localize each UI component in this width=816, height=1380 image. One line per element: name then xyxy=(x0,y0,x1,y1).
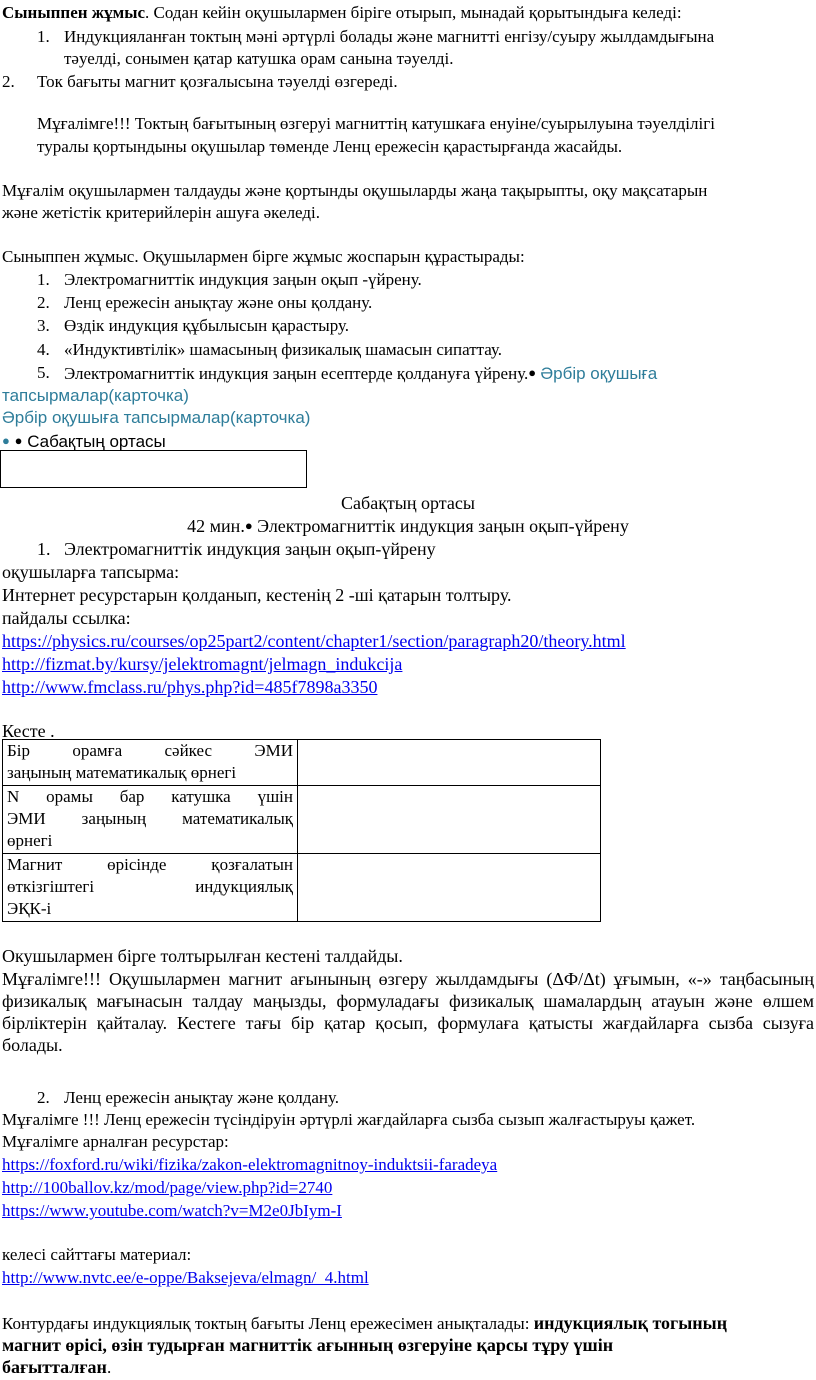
empty-frame xyxy=(0,450,307,488)
plan-item-3: Өздік индукция құбылысын қарастыру. xyxy=(64,316,350,335)
bullet-icon: ● xyxy=(244,518,253,533)
rule-bold-2: магнит өрісі, өзін тудырған магниттік ағынның өзгеруіне қарсы тұру үшін xyxy=(2,1335,614,1355)
bullet-icon: ● xyxy=(2,433,10,448)
middle-item-number: 1. xyxy=(37,539,51,559)
middle-time: 42 мин. xyxy=(187,516,245,536)
plan-heading: Сыныппен жұмыс. Оқушылармен бірге жұмыс жоспарын құрастырады: xyxy=(2,247,525,266)
rule-bold-3: бағытталған xyxy=(2,1357,107,1377)
table-row xyxy=(3,786,601,854)
rule-line3 xyxy=(2,1356,111,1379)
link-fizmat-by[interactable]: http://fizmat.by/kursy/jelektromagnt/jelmagn_indukcija xyxy=(2,654,403,674)
table-cell-answer[interactable] xyxy=(298,854,601,922)
bullet-icon: ● xyxy=(528,365,537,380)
teacher-note-line2: туралы қортындыны оқушылар төменде Ленц ережесін қарастырғанда жасайды. xyxy=(37,137,623,156)
table-cell-line: Магнит өрісінде қозғалатын xyxy=(7,855,293,874)
table-row xyxy=(3,740,601,786)
intro-item-1-line2: тәуелді, сонымен қатар катушка орам санына тәуелді. xyxy=(64,49,454,68)
table-cell-line: өткізгіштегі индукциялық xyxy=(7,877,293,896)
task-label: оқушыларға тапсырма: xyxy=(2,562,180,582)
table-cell-line: Бір орамға сәйкес ЭМИ xyxy=(7,741,293,760)
cards-line: Әрбір оқушыға тапсырмалар(карточка) xyxy=(2,408,311,427)
table-cell-answer[interactable] xyxy=(298,740,601,786)
link-100ballov[interactable]: http://100ballov.kz/mod/page/view.php?id=2740 xyxy=(2,1178,333,1197)
next-label: келесі сайттағы материал: xyxy=(2,1245,192,1264)
rule-lead: Контурдағы индукциялық токтың бағыты Ленц ережесімен анықталады: xyxy=(2,1314,534,1333)
plan-item-3-number: 3. xyxy=(37,316,50,335)
resources-label: Мұғалімге арналған ресурстар: xyxy=(2,1132,229,1151)
rule-bold-1: индукциялық тогының xyxy=(533,1313,728,1333)
intro-item-1-number: 1. xyxy=(37,27,50,46)
intro-item-2-number: 2. xyxy=(2,72,15,91)
table-label: Кесте . xyxy=(2,721,55,741)
plan-item-4-number: 4. xyxy=(37,340,50,359)
intro-lead xyxy=(2,2,682,24)
table-cell-label xyxy=(3,786,298,854)
table-cell-answer[interactable] xyxy=(298,786,601,854)
analysis-line1: Мұғалім оқушылармен талдауды және қортынды оқушыларды жаңа тақырыпты, оқу мақсатарын xyxy=(2,181,708,200)
table-cell-line: өрнегі xyxy=(7,831,53,850)
table-cell-line: ЭҚК-і xyxy=(7,899,52,918)
middle-title: Сабақтың ортасы xyxy=(341,493,475,513)
link-foxford[interactable]: https://foxford.ru/wiki/fizika/zakon-elektromagnitnoy-induktsii-faradeya xyxy=(2,1155,498,1174)
teacher-note-line1: Мұғалімге!!! Токтың бағытының өзгеруі магниттің катушкаға енуіне/суырылуына тәуелділігі xyxy=(37,114,715,133)
link-nvtc[interactable]: http://www.nvtc.ee/e-oppe/Baksejeva/elmagn/_4.html xyxy=(2,1268,369,1287)
table-cell-line: ЭМИ заңының математикалық xyxy=(7,809,293,828)
intro-lead-rest: . Содан кейін оқушылармен біріге отырып, мынадай қорытындыға келеді: xyxy=(145,3,682,22)
link-physics-ru[interactable]: https://physics.ru/courses/op25part2/content/chapter1/section/paragraph20/theory.html xyxy=(2,631,626,651)
lenz-item-number: 2. xyxy=(37,1088,50,1107)
bullet-icon: ● xyxy=(14,433,23,448)
link-youtube[interactable]: https://www.youtube.com/watch?v=M2e0JbIym-I xyxy=(2,1201,342,1220)
formula-table xyxy=(2,739,601,922)
plan-item-5-number: 5. xyxy=(37,363,50,382)
middle-time-line xyxy=(0,515,816,537)
after-table-line: Окушылармен бірге толтырылған кестені талдайды. xyxy=(2,946,403,966)
analysis-line2: және жетістік критерийлерін ашуға әкеледі. xyxy=(2,203,320,222)
plan-item-5-text: Электромагниттік индукция заңын есептерде қолдануға үйрену. xyxy=(64,364,529,383)
cards-inline-1: Әрбір оқушыға xyxy=(540,364,658,383)
middle-item-text: Электромагниттік индукция заңын оқып-үйрену xyxy=(64,539,436,559)
rule-end: . xyxy=(106,1358,112,1377)
table-cell-label xyxy=(3,854,298,922)
after-table-note: Мұғалімге!!! Оқушылармен магнит ағынының өзгеру жылдамдығы (ΔФ/Δt) ұғымын, «-» таңбасының физикалық мағынасын талдау маңызды, формуладағы физикалық шамалардың атауын және өлшем бірліктерін қайталау. Кестеге тағы бір қатар қосып, формулаға қатысты жағдайларға сызба сызуға болады. xyxy=(2,969,814,1055)
lenz-item-text: Ленц ережесін анықтау және қолдану. xyxy=(64,1088,340,1107)
table-cell-line: N орамы бар катушка үшін xyxy=(7,787,293,806)
lenz-note: Мұғалімге !!! Ленц ережесін түсіндіруін әртүрлі жағдайларға сызба сызып жалғастыруы қажет. xyxy=(2,1110,696,1129)
rule-line1 xyxy=(2,1312,727,1335)
plan-item-5 xyxy=(64,362,657,385)
middle-label: Сабақтың ортасы xyxy=(27,432,166,451)
plan-item-1-number: 1. xyxy=(37,270,50,289)
table-row xyxy=(3,854,601,922)
plan-item-2-number: 2. xyxy=(37,293,50,312)
links-label: пайдалы ссылка: xyxy=(2,608,131,628)
intro-item-1-line1: Индукцияланған токтың мәні әртүрлі болады және магнитті енгізу/суыру жылдамдығына xyxy=(64,27,715,46)
intro-item-2-line1: Ток бағыты магнит қозғалысына тәуелді өзгереді. xyxy=(37,72,398,91)
table-cell-line: заңының математикалық өрнегі xyxy=(7,763,237,782)
plan-item-2: Ленц ережесін анықтау және оны қолдану. xyxy=(64,293,373,312)
cards-inline-2: тапсырмалар(карточка) xyxy=(2,386,189,405)
plan-item-4: «Индуктивтілік» шамасының физикалық шамасын сипаттау. xyxy=(64,340,503,359)
intro-lead-bold: Сыныппен жұмыс xyxy=(2,3,146,22)
link-fmclass-ru[interactable]: http://www.fmclass.ru/phys.php?id=485f7898a3350 xyxy=(2,677,378,697)
table-cell-label xyxy=(3,740,298,786)
task-text: Интернет ресурстарын қолданып, кестенің 2 -ші қатарын толтыру. xyxy=(2,585,512,605)
middle-time-topic: Электромагниттік индукция заңын оқып-үйрену xyxy=(257,516,629,536)
plan-item-1: Электромагниттік индукция заңын оқып -үйрену. xyxy=(64,270,422,289)
